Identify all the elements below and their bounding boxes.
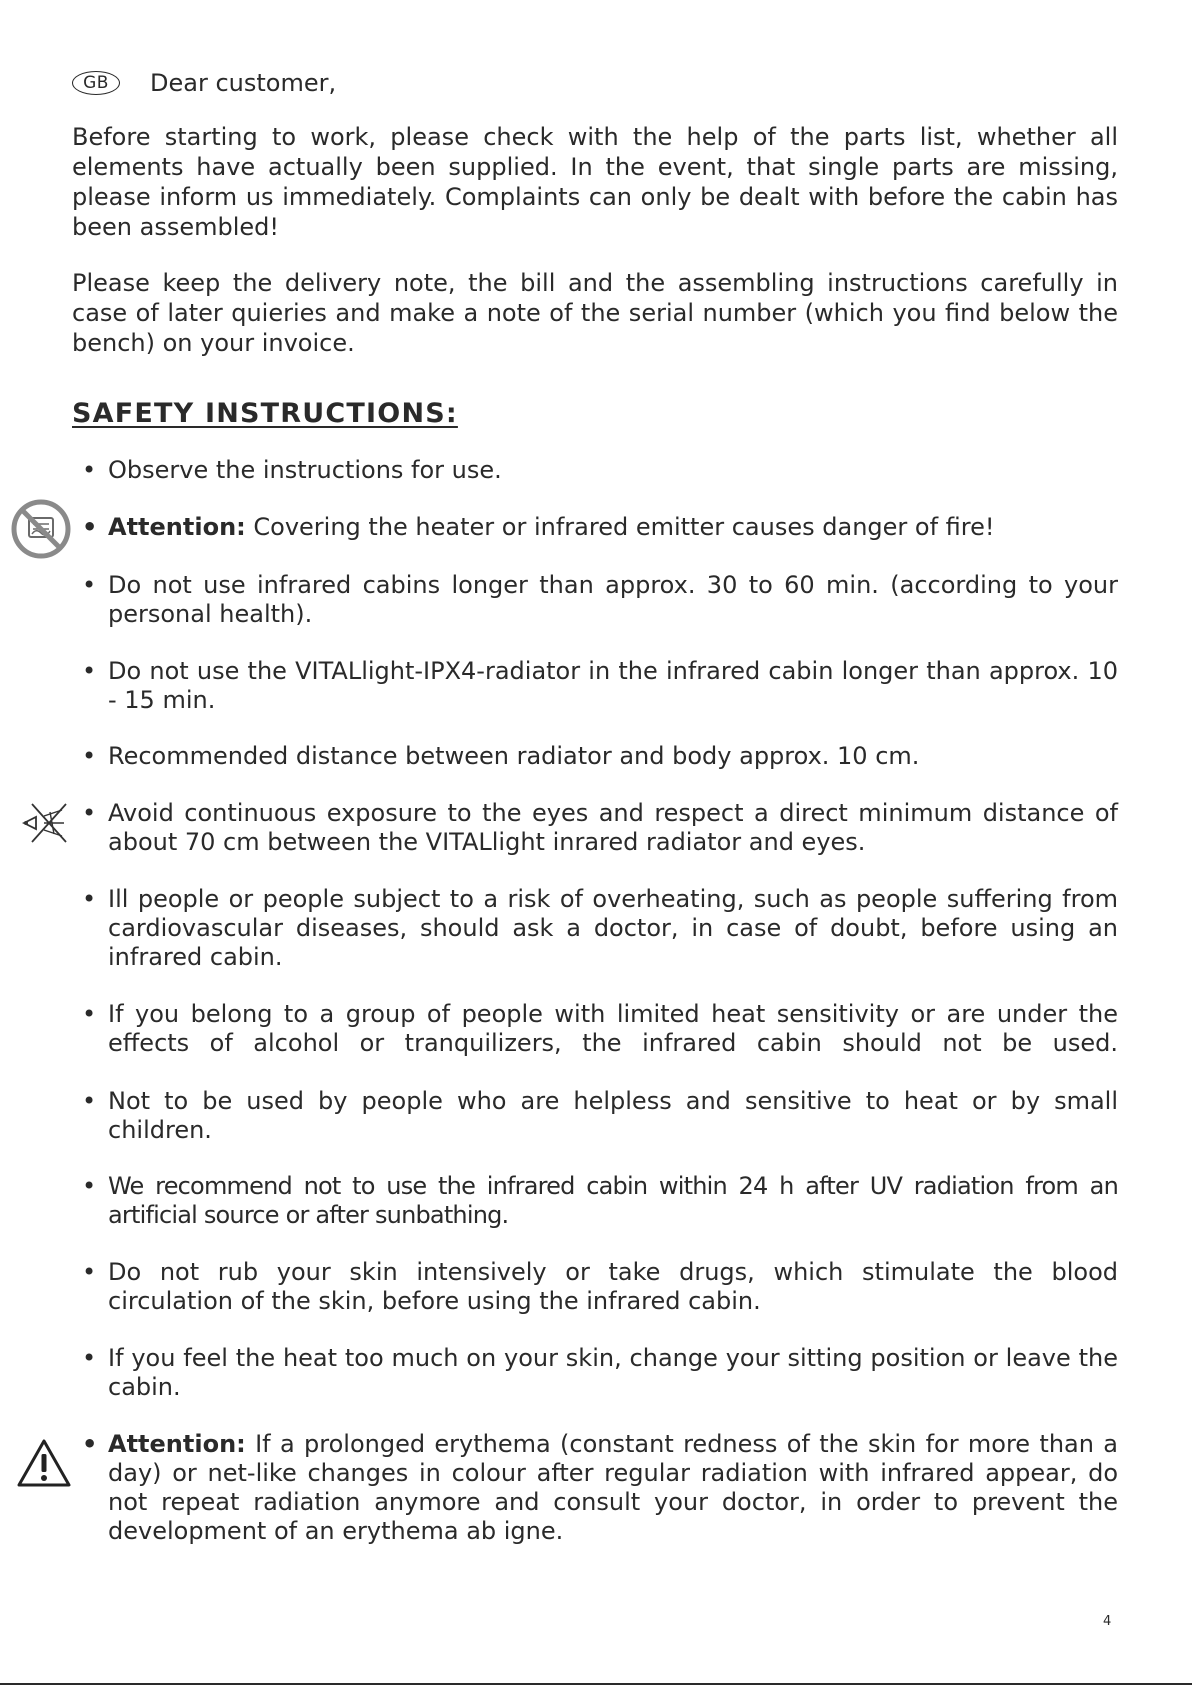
bullet: • bbox=[82, 456, 97, 484]
intro-paragraph-parts-check: Before starting to work, please check with the help of the parts list, whether all elements have actually been supplied. In the event, that single parts are missing, please inform us immediately. Complaints can only be dealt with before the cabin has been assembled! bbox=[72, 123, 1118, 241]
greeting-row bbox=[72, 66, 336, 100]
bullet: • bbox=[82, 1258, 97, 1286]
bullet: • bbox=[82, 657, 97, 685]
safety-item bbox=[82, 885, 1118, 972]
safety-item-text: We recommend not to use the infrared cabin within 24 h after UV radiation from an artificial source or after sunbathing. bbox=[108, 1172, 1118, 1229]
safety-item-text: Ill people or people subject to a risk of overheating, such as people suffering from cardiovascular diseases, should ask a doctor, in case of doubt, before using an infrared cabin. bbox=[108, 885, 1118, 971]
bullet: • bbox=[82, 1172, 96, 1200]
safety-item bbox=[82, 742, 1118, 771]
no-eye-exposure-icon bbox=[20, 802, 70, 848]
bullet: • bbox=[82, 571, 97, 599]
safety-item bbox=[82, 799, 1118, 857]
safety-item bbox=[82, 1172, 1118, 1230]
safety-item-text: If a prolonged erythema (constant redness of the skin for more than a day) or net-like changes in colour after regular radiation with infrared appear, do not repeat radiation anymore and consult your doctor, in order to prevent the development of an erythema ab igne. bbox=[108, 1430, 1118, 1545]
safety-item bbox=[82, 456, 1118, 485]
bullet: • bbox=[82, 1000, 97, 1028]
safety-item-attention-erythema bbox=[82, 1430, 1118, 1546]
safety-item bbox=[82, 1344, 1118, 1402]
safety-item-text: If you feel the heat too much on your skin, change your sitting position or leave the cabin. bbox=[108, 1344, 1118, 1401]
safety-heading: SAFETY INSTRUCTIONS: bbox=[72, 398, 458, 429]
safety-item bbox=[82, 571, 1118, 629]
bullet: • bbox=[82, 1430, 98, 1458]
no-covering-icon bbox=[10, 498, 72, 564]
safety-item bbox=[82, 1087, 1118, 1145]
safety-item bbox=[82, 1000, 1118, 1058]
safety-item-text: Do not rub your skin intensively or take drugs, which stimulate the blood circulation of the skin, before using the infrared cabin. bbox=[108, 1258, 1118, 1315]
attention-label: Attention: bbox=[108, 513, 246, 541]
safety-item-text: If you belong to a group of people with limited heat sensitivity or are under the effects of alcohol or tranquilizers, the infrared cabin should not be used. bbox=[108, 1000, 1118, 1057]
safety-item-text: Covering the heater or infrared emitter causes danger of fire! bbox=[245, 513, 995, 541]
intro-paragraph-keep-documents: Please keep the delivery note, the bill and the assembling instructions carefully in case of later quieries and make a note of the serial number (which you find below the bench) on your invoice. bbox=[72, 269, 1118, 357]
safety-item-text: Do not use the VITALlight-IPX4-radiator in the infrared cabin longer than approx. 10 - 15 min. bbox=[108, 657, 1118, 714]
greeting: Dear customer, bbox=[150, 69, 337, 97]
safety-item-attention-fire bbox=[82, 513, 1118, 542]
bullet: • bbox=[82, 885, 97, 913]
safety-item-text: Do not use infrared cabins longer than approx. 30 to 60 min. (according to your personal health). bbox=[108, 571, 1118, 628]
safety-item bbox=[82, 657, 1118, 715]
safety-item-text: Avoid continuous exposure to the eyes and respect a direct minimum distance of about 70 cm between the VITALlight inrared radiator and eyes. bbox=[108, 799, 1118, 856]
bullet: • bbox=[82, 1344, 97, 1372]
bullet: • bbox=[82, 1087, 97, 1115]
bullet: • bbox=[82, 742, 97, 770]
safety-item-text: Recommended distance between radiator and body approx. 10 cm. bbox=[108, 742, 920, 770]
safety-item-text: Observe the instructions for use. bbox=[108, 456, 502, 484]
bullet: • bbox=[82, 513, 98, 541]
attention-label: Attention: bbox=[108, 1430, 246, 1458]
safety-item bbox=[82, 1258, 1118, 1316]
country-code-badge: GB bbox=[72, 71, 120, 95]
safety-item-text: Not to be used by people who are helpless and sensitive to heat or by small children. bbox=[108, 1087, 1118, 1144]
bullet: • bbox=[82, 799, 97, 827]
warning-triangle-icon bbox=[16, 1438, 72, 1492]
page-number: 4 bbox=[1103, 1614, 1112, 1629]
